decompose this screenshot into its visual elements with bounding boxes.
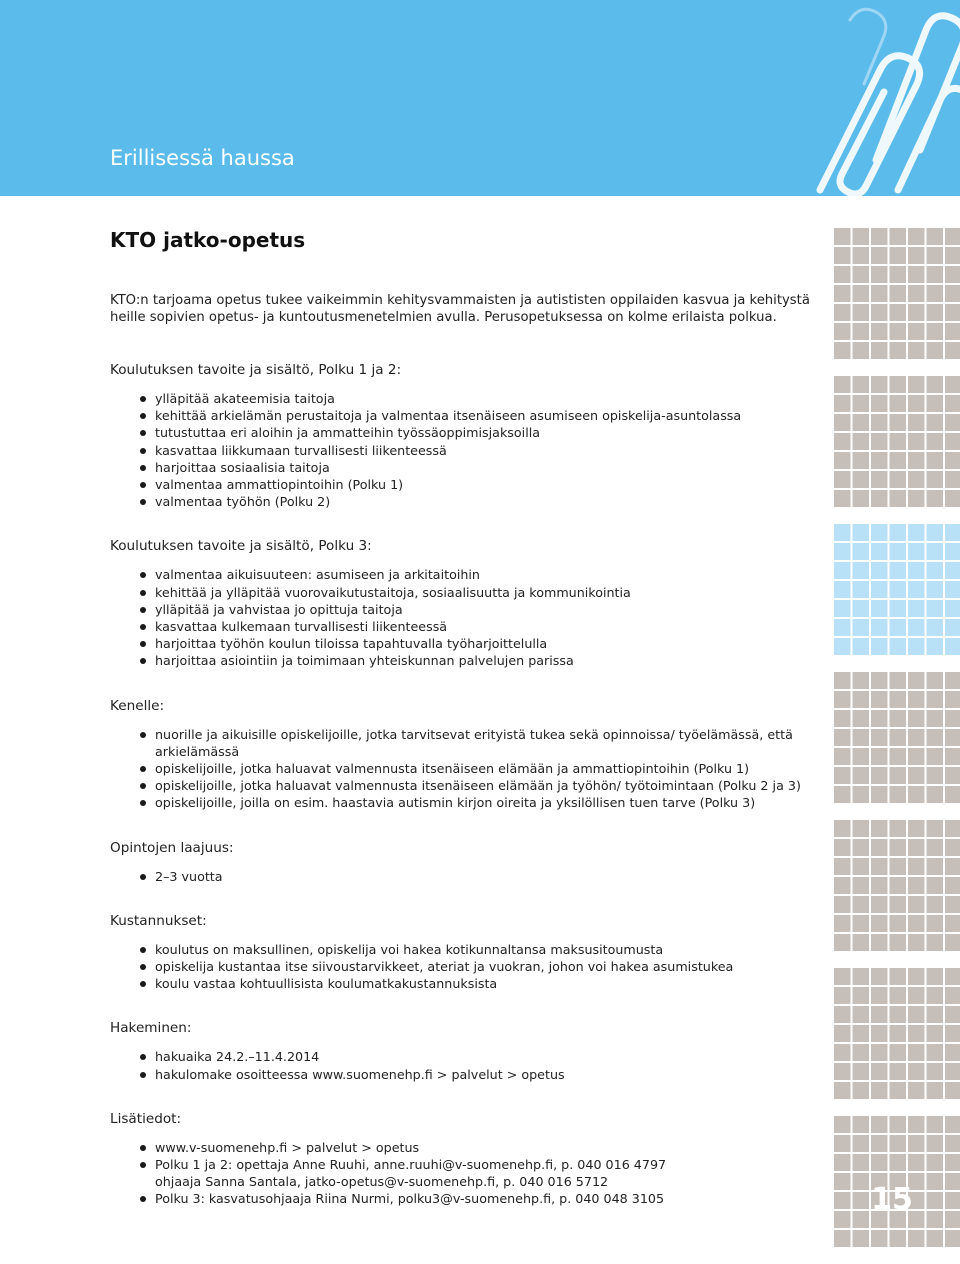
bullet-list <box>110 1139 822 1208</box>
section <box>110 1111 822 1208</box>
list-item <box>110 635 822 652</box>
list-item-line: kehittää arkielämän perustaitoja ja valmentaa itsenäiseen asumiseen opiskelija-asuntolassa <box>155 408 742 424</box>
section-heading: Koulutuksen tavoite ja sisältö, Polku 1 ja 2: <box>110 362 402 378</box>
list-item-line: 2–3 vuotta <box>155 868 223 884</box>
list-item <box>110 424 822 441</box>
section-heading: Opintojen laajuus: <box>110 839 234 856</box>
decorative-grid <box>834 968 960 1100</box>
list-item-line: Polku 1 ja 2: opettaja Anne Ruuhi, anne.ruuhi@v-suomenehp.fi, p. 040 016 4797 <box>155 1157 667 1173</box>
list-item <box>110 601 822 618</box>
decorative-grid <box>834 820 960 952</box>
bullet-list <box>110 941 822 993</box>
list-item <box>110 794 822 811</box>
list-item-line: opiskelija kustantaa itse siivoustarvikkeet, ateriat ja vuokran, johon voi hakea asumistukea <box>155 959 734 975</box>
list-item-line: koulu vastaa kohtuullisista koulumatkakustannuksista <box>155 976 498 992</box>
section <box>110 538 822 669</box>
list-item-line: nuorille ja aikuisille opiskelijoille, jotka tarvitsevat erityistä tukea sekä opinnoissa/ työelämässä, että <box>155 726 793 742</box>
section <box>110 913 822 993</box>
section-heading: Kustannukset: <box>110 912 207 929</box>
section-heading: Lisätiedot: <box>110 1110 182 1127</box>
list-item-line: ylläpitää akateemisia taitoja <box>155 391 335 406</box>
section <box>110 698 822 812</box>
list-item <box>110 584 822 601</box>
list-item-line: opiskelijoille, jotka haluavat valmennusta itsenäiseen elämään ja ammattiopintoihin (Polku 1) <box>155 761 750 777</box>
list-item-line: harjoittaa työhön koulun tiloissa tapahtuvalla työharjoittelulla <box>155 636 548 652</box>
list-item <box>110 868 822 885</box>
list-item <box>110 566 822 583</box>
intro-line: KTO:n tarjoama opetus tukee vaikeimmin kehitysvammaisten ja autististen oppilaiden kasvua ja kehitystä <box>110 293 810 308</box>
list-item-line: ylläpitää ja vahvistaa jo opittuja taitoja <box>155 601 403 617</box>
list-item <box>110 476 822 493</box>
decorative-grid <box>834 376 960 508</box>
section-heading: Kenelle: <box>110 697 165 714</box>
list-item-line: kehittää ja ylläpitää vuorovaikutustaitoja, sosiaalisuutta ja kommunikointia <box>155 584 631 600</box>
bullet-list <box>110 566 822 669</box>
list-item-line: opiskelijoille, joilla on esim. haastavia autismin kirjon oireita ja yksilöllisen tuen tarve (Polku 3) <box>155 795 756 811</box>
list-item-line: opiskelijoille, jotka haluavat valmennusta itsenäiseen elämään ja työhön/ työtoimintaan (Polku 2 ja 3) <box>155 778 801 794</box>
list-item-line: www.v-suomenehp.fi > palvelut > opetus <box>155 1139 420 1155</box>
list-item <box>110 493 822 510</box>
list-item <box>110 1066 822 1083</box>
list-item-line: hakulomake osoitteessa www.suomenehp.fi > palvelut > opetus <box>155 1066 565 1082</box>
list-item-line: harjoittaa sosiaalisia taitoja <box>155 459 330 475</box>
list-item <box>110 726 822 760</box>
bullet-list <box>110 1048 822 1082</box>
list-item-line: arkielämässä <box>155 743 240 759</box>
list-item-line: valmentaa työhön (Polku 2) <box>155 494 331 510</box>
list-item-line: harjoittaa asiointiin ja toimimaan yhteiskunnan palvelujen parissa <box>155 653 574 669</box>
section <box>110 840 822 885</box>
list-item <box>110 652 822 669</box>
list-item-line: kasvattaa kulkemaan turvallisesti liikenteessä <box>155 619 448 635</box>
document-title: KTO jatko-opetus <box>110 228 306 252</box>
list-item-line: valmentaa aikuisuuteen: asumiseen ja arkitaitoihin <box>155 567 480 583</box>
list-item <box>110 777 822 794</box>
intro-line: heille sopivien opetus- ja kuntoutusmenetelmien avulla. Perusopetuksessa on kolme erilaista polkua. <box>110 310 777 325</box>
page-number: 15 <box>871 1182 913 1217</box>
list-item <box>110 442 822 459</box>
bullet-list <box>110 868 822 885</box>
list-item-line: Polku 3: kasvatusohjaaja Riina Nurmi, polku3@v-suomenehp.fi, p. 040 048 3105 <box>155 1191 665 1207</box>
list-item <box>110 760 822 777</box>
list-item <box>110 390 822 407</box>
section-heading: Hakeminen: <box>110 1020 192 1037</box>
list-item <box>110 958 822 975</box>
list-item <box>110 407 822 424</box>
list-item <box>110 941 822 958</box>
list-item-line: valmentaa ammattiopintoihin (Polku 1) <box>155 477 404 493</box>
list-item <box>110 975 822 992</box>
list-item <box>110 618 822 635</box>
list-item <box>110 1048 822 1065</box>
list-item <box>110 1156 822 1190</box>
section <box>110 1020 822 1082</box>
header-title: Erillisessä haussa <box>110 146 295 170</box>
decorative-grid <box>834 672 960 804</box>
decorative-grid <box>834 228 960 360</box>
bullet-list <box>110 726 822 812</box>
list-item <box>110 1190 822 1207</box>
main-content <box>110 228 822 1236</box>
list-item-line: kasvattaa liikkumaan turvallisesti liikenteessä <box>155 442 447 458</box>
bullet-list <box>110 390 822 510</box>
paperclip-icon <box>780 0 960 196</box>
section <box>110 362 822 510</box>
list-item <box>110 1139 822 1156</box>
list-item <box>110 459 822 476</box>
intro-paragraph <box>110 292 822 326</box>
section-heading: Koulutuksen tavoite ja sisältö, Polku 3: <box>110 538 372 555</box>
list-item-line: ohjaaja Sanna Santala, jatko-opetus@v-suomenehp.fi, p. 040 016 5712 <box>155 1174 609 1190</box>
decorative-grid <box>834 524 960 656</box>
list-item-line: tutustuttaa eri aloihin ja ammatteihin työssäoppimisjaksoilla <box>155 425 541 441</box>
list-item-line: hakuaika 24.2.–11.4.2014 <box>155 1049 320 1065</box>
header-banner <box>0 0 960 196</box>
list-item-line: koulutus on maksullinen, opiskelija voi hakea kotikunnaltansa maksusitoumusta <box>155 941 664 957</box>
